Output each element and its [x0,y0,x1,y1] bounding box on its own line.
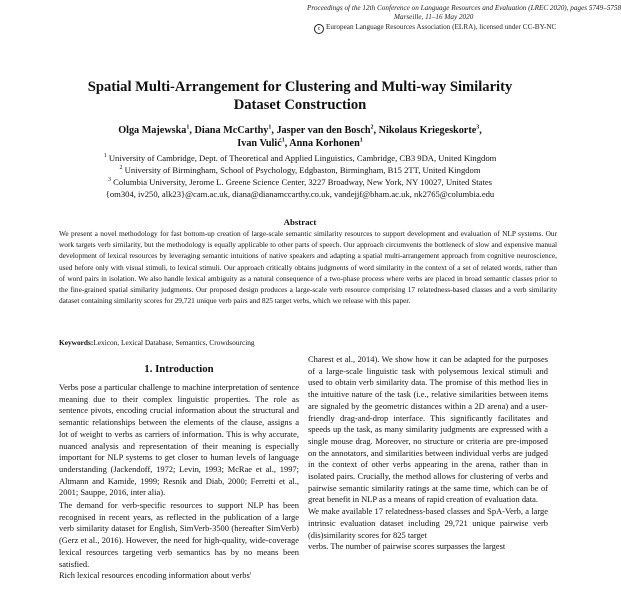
proceedings-header [307,4,621,34]
author-affil-marker: 1 [281,137,285,144]
right-column [308,354,548,552]
affiliation-text: University of Birmingham, School of Psychology, Edgbaston, Birmingham, B15 2TT, United Kingdom [124,165,481,175]
author-affil-marker: 1 [186,124,190,131]
author-name: Diana McCarthy [194,125,269,136]
author-affil-marker: 2 [370,124,374,131]
copyright-line [314,23,594,34]
cut-off-line: verbs. The number of pairwise scores surpasses the largest [308,541,506,552]
paper-title-line: Spatial Multi-Arrangement for Clustering and Multi-way Similarity [87,79,513,95]
paper-title-line: Dataset Construction [233,96,367,113]
author-affil-marker: 3 [476,124,480,131]
affiliation-marker: 2 [119,165,123,172]
paragraph: We make available 17 relatedness-based classes and SpA-Verb, a large intrinsic evaluation dataset including 29,721 unique pairwise verb (dis)similarity scores for 825 target [308,506,548,540]
author-line: Olga Majewska$^1$, Diana McCarthy$^1$, Jasper van den Bosch$^2$, Nikolaus Kriegeskorte$^3$, [118,124,482,136]
author-name: Anna Korhonen [289,138,360,149]
keywords [59,337,557,348]
proceedings-line: Proceedings of the 12th Conference on Language Resources and Evaluation (LREC 2020), pages 5749–5758 [307,4,621,12]
affiliation [0,176,600,188]
copyright-c-icon: c [314,24,324,34]
affiliation-text: Columbia University, Jerome L. Greene Science Center, 3227 Broadway, New York, NY 10027, United States [113,177,493,187]
author-name: Olga Majewska [118,125,187,136]
keywords-text: Lexicon, Lexical Database, Semantics, Crowdsourcing [93,338,255,347]
affiliation [0,152,600,164]
author-affil-marker: 1 [268,124,272,131]
keywords-label: Keywords: [59,338,94,347]
affiliation-list [0,152,600,200]
author-emails: {om304, iv250, alk23}@cam.ac.uk, diana@dianamccarthy.co.uk, vandejjf@bham.ac.uk, nk2765@columbia.edu [105,189,495,199]
paragraph: The demand for verb-specific resources to support NLP has been recognised in recent years, as reflected in the publication of a large verb similarity dataset for English, SimVerb-3500 (hereafter SimVerb) (Gerz et al., 2016). However, the need for high-quality, wide-coverage lexical resources targeting verb semantics has by no means been satisfied. [59,500,299,569]
author-line: Ivan Vulić$^1$, Anna Korhonen$^1$ [237,137,363,149]
location-date-line: Marseille, 11–16 May 2020 [394,13,474,22]
author-name: Ivan Vulić [237,138,282,149]
paragraph: Charest et al., 2014). We show how it can be adapted for the purposes of a large-scale linguistic task with polysemous lexical stimuli and used to obtain verb similarity data. The promise of this method lies in the intuitive nature of the task (i.e., relative similarities between items are signaled by the geometric distances within a 2D arena) and a user-friendly drag-and-drop interface. This significantly facilitates and speeds up the task, as many similarity judgments are expressed with a single mouse drag. Moreover, no structure or criteria are pre-imposed on the annotators, and similarities between individual verbs are judged in the context of other verbs appearing in the arena, rather than in isolated pairs. Crucially, the method allows for clustering of verbs and pairwise semantic similarity ratings at the same time, which can be of great benefit in NLP as a means of rapid creation of evaluation data. [308,354,548,505]
author-list [0,124,600,150]
affiliation [0,164,600,176]
copyright-text: European Language Resources Association (ELRA), licensed under CC-BY-NC [326,22,557,31]
abstract-heading: Abstract [283,217,317,227]
section-heading: 1. Introduction [144,363,214,375]
affiliation-marker: 3 [107,177,111,184]
affiliation-text: University of Cambridge, Dept. of Theoretical and Applied Linguistics, Cambridge, CB3 9DA, United Kingdom [108,153,497,163]
paragraph: Verbs pose a particular challenge to machine interpretation of sentence meaning due to their complex linguistic properties. The role as sentence pivots, encoding crucial information about the structural and semantic relationships between the elements of the clause, assigns a lot of weight to verbs as carriers of information. This is why accurate, nuanced analysis and representation of their meaning is especially important for NLP systems to get closer to human levels of language understanding (Jackendoff, 1972; Levin, 1993; McRae et al., 1997; Altmann and Kamide, 1999; Resnik and Diab, 2000; Ferretti et al., 2001; Sauppe, 2016, inter alia). [59,382,299,498]
paper-title [0,79,600,115]
author-name: Jasper van den Bosch [276,125,371,136]
left-column [59,382,299,581]
abstract-text: We present a novel methodology for fast bottom-up creation of large-scale semantic similarity resources to support development and evaluation of NLP systems. Our work targets verb similarity, but the methodology is equally applicable to other parts of speech. Our approach circumvents the bottleneck of slow and expensive manual development of lexical resources by leveraging semantic intuitions of native speakers and adapting a spatial multi-arrangement approach from cognitive neuroscience, used before only with visual stimuli, to lexical stimuli. Our approach critically obtains judgments of word similarity in the context of a set of related words, rather than of word pairs in isolation. We also handle lexical ambiguity as a natural consequence of a two-phase process where verbs are placed in broad semantic classes prior to the fine-grained spatial similarity judgments. Our proposed design produces a large-scale verb resource comprising 17 relatedness-based classes and a verb similarity dataset containing similarity scores for 29,721 unique verb pairs and 825 target verbs, which we release with this paper. [59,229,557,306]
cut-off-line: Rich lexical resources encoding information about verbs' [59,570,252,581]
affiliation-marker: 1 [103,153,107,160]
author-affil-marker: 1 [359,137,363,144]
author-name: Nikolaus Kriegeskorte [378,125,477,136]
